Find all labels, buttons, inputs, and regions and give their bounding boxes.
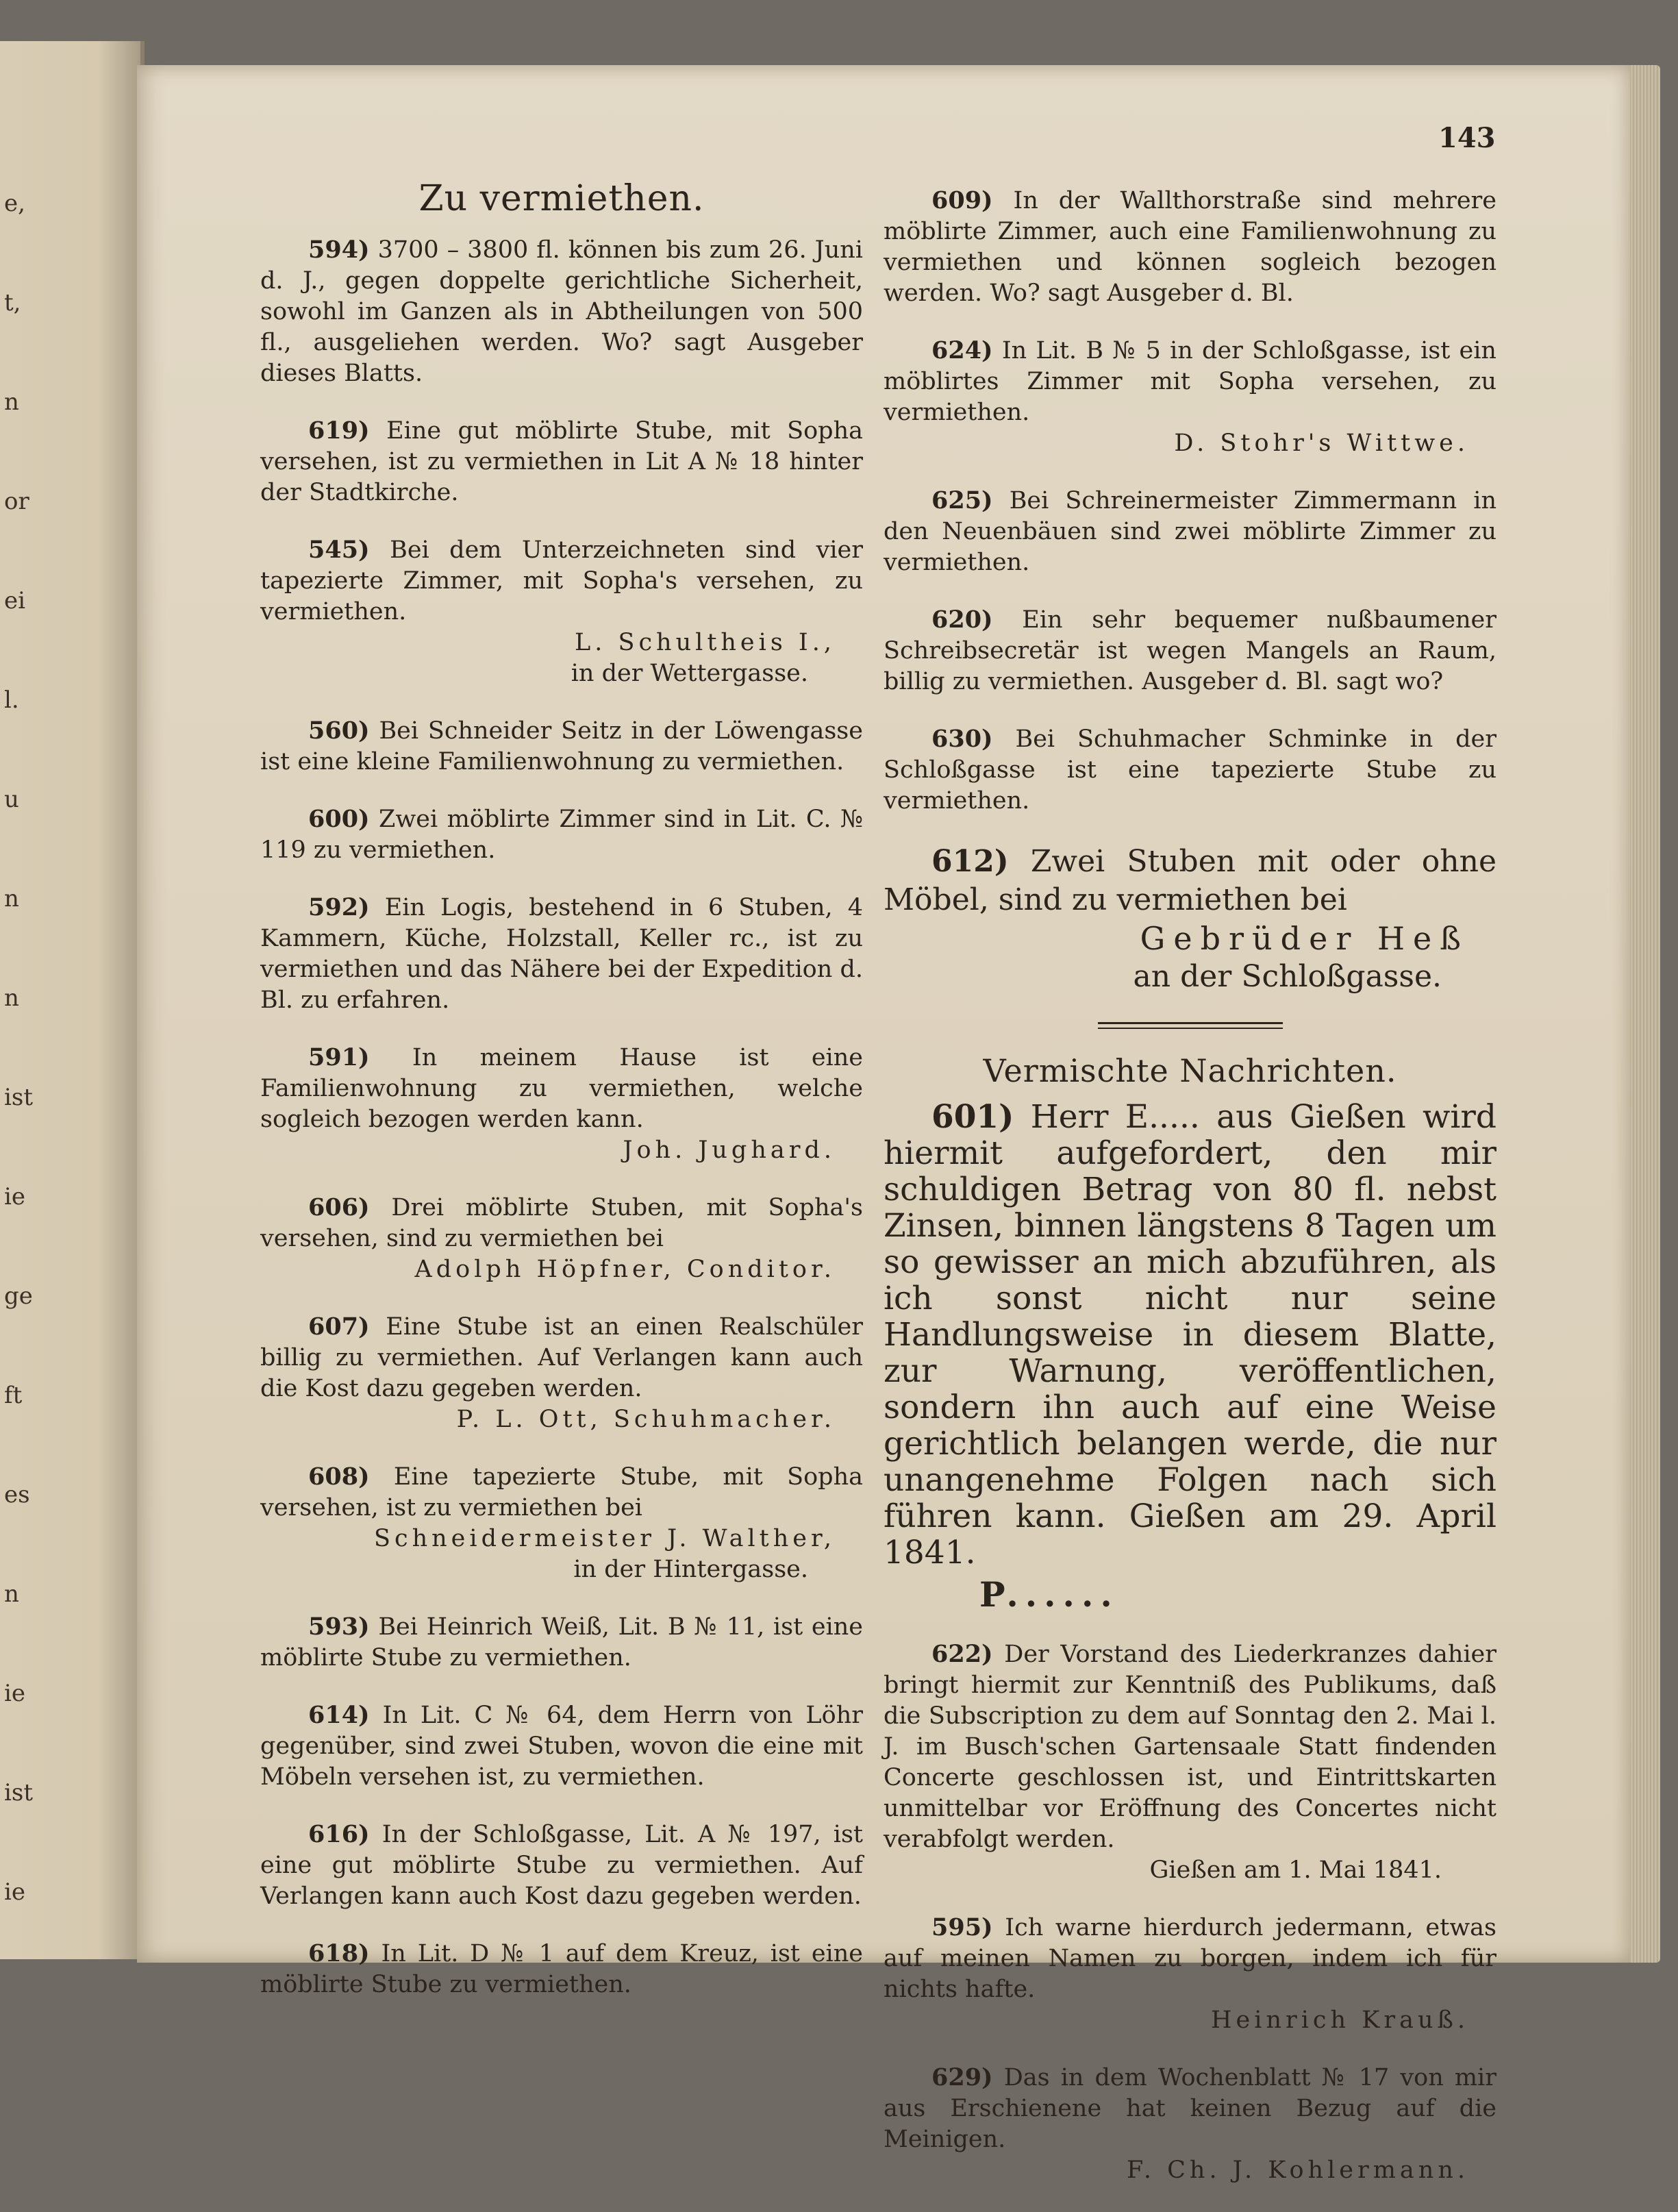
- previous-page-text-fragment: n: [4, 984, 19, 1012]
- notice-signature-location: an der Schloßgasse.: [1133, 959, 1442, 994]
- notice-item: [260, 892, 863, 1016]
- notice-text: In Lit. B № 5 in der Schloßgasse, ist ein möblirtes Zimmer mit Sopha versehen, zu vermiethen.: [884, 337, 1497, 426]
- notice-item: [260, 1700, 863, 1793]
- notice-text: Eine tapezierte Stube, mit Sopha versehen, ist zu vermiethen bei: [260, 1463, 863, 1521]
- notice-text: 3700 – 3800 fl. können bis zum 26. Juni d. J., gegen doppelte gerichtliche Sicherheit, sowohl im Ganzen als in Abtheilungen von 500 fl., ausgeliehen werden. Wo? sagt Ausgeber dieses Blatts.: [260, 236, 863, 387]
- previous-page-text-fragment: ist: [4, 1084, 33, 1111]
- notice-number: 606): [308, 1193, 370, 1221]
- notice-text: Ich warne hierdurch jedermann, etwas auf meinen Namen zu borgen, indem ich für nichts hafte.: [884, 1914, 1497, 2003]
- notice-text: Bei Heinrich Weiß, Lit. B № 11, ist eine möblirte Stube zu vermiethen.: [260, 1613, 863, 1672]
- notice-text: Ein Logis, bestehend in 6 Stuben, 4 Kammern, Küche, Holzstall, Keller rc., ist zu vermiethen und das Nähere bei der Expedition d. Bl. zu erfahren.: [260, 894, 863, 1014]
- notice-signature: Joh. Jughard.: [623, 1136, 836, 1164]
- notice-text: Bei Schreinermeister Zimmermann in den Neuenbäuen sind zwei möblirte Zimmer zu vermiethen.: [884, 487, 1497, 576]
- notice-text: In der Schloßgasse, Lit. A № 197, ist eine gut möblirte Stube zu vermiethen. Auf Verlangen kann auch Kost dazu gegeben werden.: [260, 1821, 863, 1910]
- notice-text: In Lit. D № 1 auf dem Kreuz, ist eine möblirte Stube zu vermiethen.: [260, 1940, 863, 1998]
- notice-text: Bei Schuhmacher Schminke in der Schloßgasse ist eine tapezierte Stube zu vermiethen.: [884, 725, 1497, 815]
- previous-page-text-fragment: ft: [4, 1382, 23, 1409]
- notice-signature-location: Gießen am 1. Mai 1841.: [1149, 1856, 1442, 1884]
- notice-text: Drei möblirte Stuben, mit Sopha's versehen, sind zu vermiethen bei: [260, 1194, 863, 1252]
- notice-item: [884, 1912, 1497, 2036]
- notice-number: 593): [308, 1613, 370, 1641]
- notice-text: Eine gut möblirte Stube, mit Sopha versehen, ist zu vermiethen in Lit A № 18 hinter der Stadtkirche.: [260, 417, 863, 506]
- notice-signature-location: in der Hintergasse.: [573, 1556, 808, 1583]
- notice-number: 618): [308, 1939, 370, 1967]
- notice-number: 601): [931, 1098, 1014, 1136]
- previous-page-text-fragment: l.: [4, 686, 19, 714]
- notice-signature: D. Stohr's Wittwe.: [1174, 430, 1469, 457]
- notice-text: Zwei möblirte Zimmer sind in Lit. C. № 119 zu vermiethen.: [260, 806, 863, 864]
- notice-item: [884, 604, 1497, 697]
- left-notice-list: [260, 234, 863, 2000]
- notice-number: 608): [308, 1463, 370, 1491]
- notice-number: 622): [931, 1640, 993, 1668]
- notice-item: [260, 1938, 863, 2000]
- notice-text: Bei dem Unterzeichneten sind vier tapezierte Zimmer, mit Sopha's versehen, zu vermiethen.: [260, 536, 863, 625]
- notice-number: 612): [931, 844, 1009, 879]
- notice-item: [884, 335, 1497, 459]
- notice-item: [260, 1192, 863, 1285]
- previous-page-text-fragment: e,: [4, 190, 25, 217]
- previous-page-edge: [0, 41, 145, 1959]
- notice-text: Eine Stube ist an einen Realschüler billig zu vermiethen. Auf Verlangen kann auch die Kost dazu gegeben werden.: [260, 1313, 863, 1402]
- page-number: 143: [1438, 122, 1496, 154]
- notice-signature: Adolph Höpfner, Conditor.: [414, 1256, 836, 1283]
- notice-number: 591): [308, 1043, 370, 1071]
- notice-text: Bei Schneider Seitz in der Löwengasse ist eine kleine Familienwohnung zu vermiethen.: [260, 717, 863, 775]
- notice-601: [884, 1099, 1497, 1613]
- notice-initial-signature: P......: [979, 1574, 1119, 1615]
- notice-number: 592): [308, 893, 370, 921]
- notice-item: [260, 1611, 863, 1674]
- notice-signature: Gebrüder Heß: [1140, 920, 1469, 957]
- notice-item: [884, 185, 1497, 309]
- notice-item: [884, 723, 1497, 817]
- notice-item: [260, 1311, 863, 1435]
- notice-number: 595): [931, 1913, 993, 1941]
- notice-text: In meinem Hause ist eine Familienwohnung zu vermiethen, welche sogleich bezogen werden kann.: [260, 1044, 863, 1133]
- notice-item: [260, 1461, 863, 1585]
- previous-page-text-fragment: ie: [4, 1878, 25, 1906]
- section-divider: [1098, 1022, 1283, 1029]
- notice-number: 545): [308, 536, 370, 564]
- notice-612: [884, 843, 1497, 996]
- section-heading-rentals: Zu vermiethen.: [418, 178, 705, 219]
- notice-number: 625): [931, 486, 993, 514]
- notice-item: [884, 485, 1497, 578]
- left-column: [260, 178, 863, 2026]
- previous-page-text-fragment: es: [4, 1481, 30, 1508]
- notice-number: 600): [308, 805, 370, 833]
- notice-number: 614): [308, 1701, 370, 1729]
- notice-signature-location: in der Wettergasse.: [571, 660, 808, 687]
- notice-text: Der Vorstand des Liederkranzes dahier bringt hiermit zur Kenntniß des Publikums, daß die Subscription zu dem auf Sonntag den 2. Mai l. J. im Busch'schen Gartensaale Statt findenden Concerte geschlossen ist, und Eintrittskarten unmittelbar vor Eröffnung des Concertes nicht verabfolgt werden.: [884, 1641, 1497, 1853]
- notice-text: Zwei Stuben mit oder ohne Möbel, sind zu vermiethen bei: [884, 844, 1497, 917]
- notice-item: [260, 415, 863, 508]
- notice-number: 560): [308, 717, 370, 745]
- notice-text: Das in dem Wochenblatt № 17 von mir aus Erschienene hat keinen Bezug auf die Meinigen.: [884, 2064, 1497, 2153]
- notice-number: 630): [931, 725, 993, 753]
- notice-number: 607): [308, 1313, 370, 1341]
- previous-page-text-fragment: ge: [4, 1282, 33, 1310]
- previous-page-text-fragment: n: [4, 388, 19, 416]
- notice-number: 624): [931, 336, 993, 364]
- notice-item: [884, 1639, 1497, 1886]
- previous-page-text-fragment: ie: [4, 1183, 25, 1210]
- right-notice-list-bottom: [884, 1639, 1497, 2186]
- notice-number: 594): [308, 236, 370, 264]
- right-column: [884, 185, 1497, 2212]
- notice-signature: L. Schultheis I.,: [574, 629, 836, 656]
- notice-item: [260, 1819, 863, 1912]
- previous-page-text-fragment: t,: [4, 289, 21, 316]
- notice-item: [260, 534, 863, 689]
- previous-page-text-fragment: ie: [4, 1680, 25, 1707]
- previous-page-text-fragment: ist: [4, 1779, 33, 1806]
- notice-signature: F. Ch. J. Kohlermann.: [1127, 2157, 1469, 2184]
- notice-number: 620): [931, 606, 993, 634]
- notice-item: [260, 234, 863, 389]
- notice-item: [884, 2062, 1497, 2186]
- notice-text: In der Wallthorstraße sind mehrere möblirte Zimmer, auch eine Familienwohnung zu vermiethen und können sogleich bezogen werden. Wo? sagt Ausgeber d. Bl.: [884, 187, 1497, 307]
- page-stack-edge: [1630, 65, 1660, 1963]
- notice-item: [260, 1042, 863, 1166]
- notice-number: 609): [931, 186, 993, 214]
- notice-text: Herr E..... aus Gießen wird hiermit aufgefordert, den mir schuldigen Betrag von 80 fl. nebst Zinsen, binnen längstens 8 Tagen um so gewisser an mich abzuführen, als ich sonst nicht nur seine Handlungsweise in diesem Blatte, zur Warnung, veröffentlichen, sondern ihn auch auf eine Weise gerichtlich belangen werde, die nur unangenehme Folgen nach sich führen kann. Gießen am 29. April 1841.: [884, 1098, 1497, 1571]
- notice-item: [260, 804, 863, 866]
- section-heading-misc: Vermischte Nachrichten.: [983, 1052, 1397, 1089]
- notice-text: In Lit. C № 64, dem Herrn von Löhr gegenüber, sind zwei Stuben, wovon die eine mit Möbeln versehen ist, zu vermiethen.: [260, 1702, 863, 1791]
- notice-item: [260, 715, 863, 778]
- previous-page-text-fragment: n: [4, 1580, 19, 1608]
- previous-page-text-fragment: u: [4, 786, 19, 813]
- notice-number: 616): [308, 1820, 370, 1848]
- notice-signature: P. L. Ott, Schuhmacher.: [456, 1406, 836, 1433]
- notice-signature: Heinrich Krauß.: [1211, 2006, 1469, 2034]
- right-notice-list-top: [884, 185, 1497, 817]
- previous-page-text-fragment: ei: [4, 587, 25, 614]
- notice-number: 619): [308, 417, 370, 445]
- previous-page-text-fragment: or: [4, 488, 29, 515]
- notice-signature: Schneidermeister J. Walther,: [374, 1525, 836, 1552]
- previous-page-text-fragment: n: [4, 885, 19, 912]
- notice-text: Ein sehr bequemer nußbaumener Schreibsecretär ist wegen Mangels an Raum, billig zu vermiethen. Ausgeber d. Bl. sagt wo?: [884, 606, 1497, 695]
- notice-number: 629): [931, 2063, 993, 2091]
